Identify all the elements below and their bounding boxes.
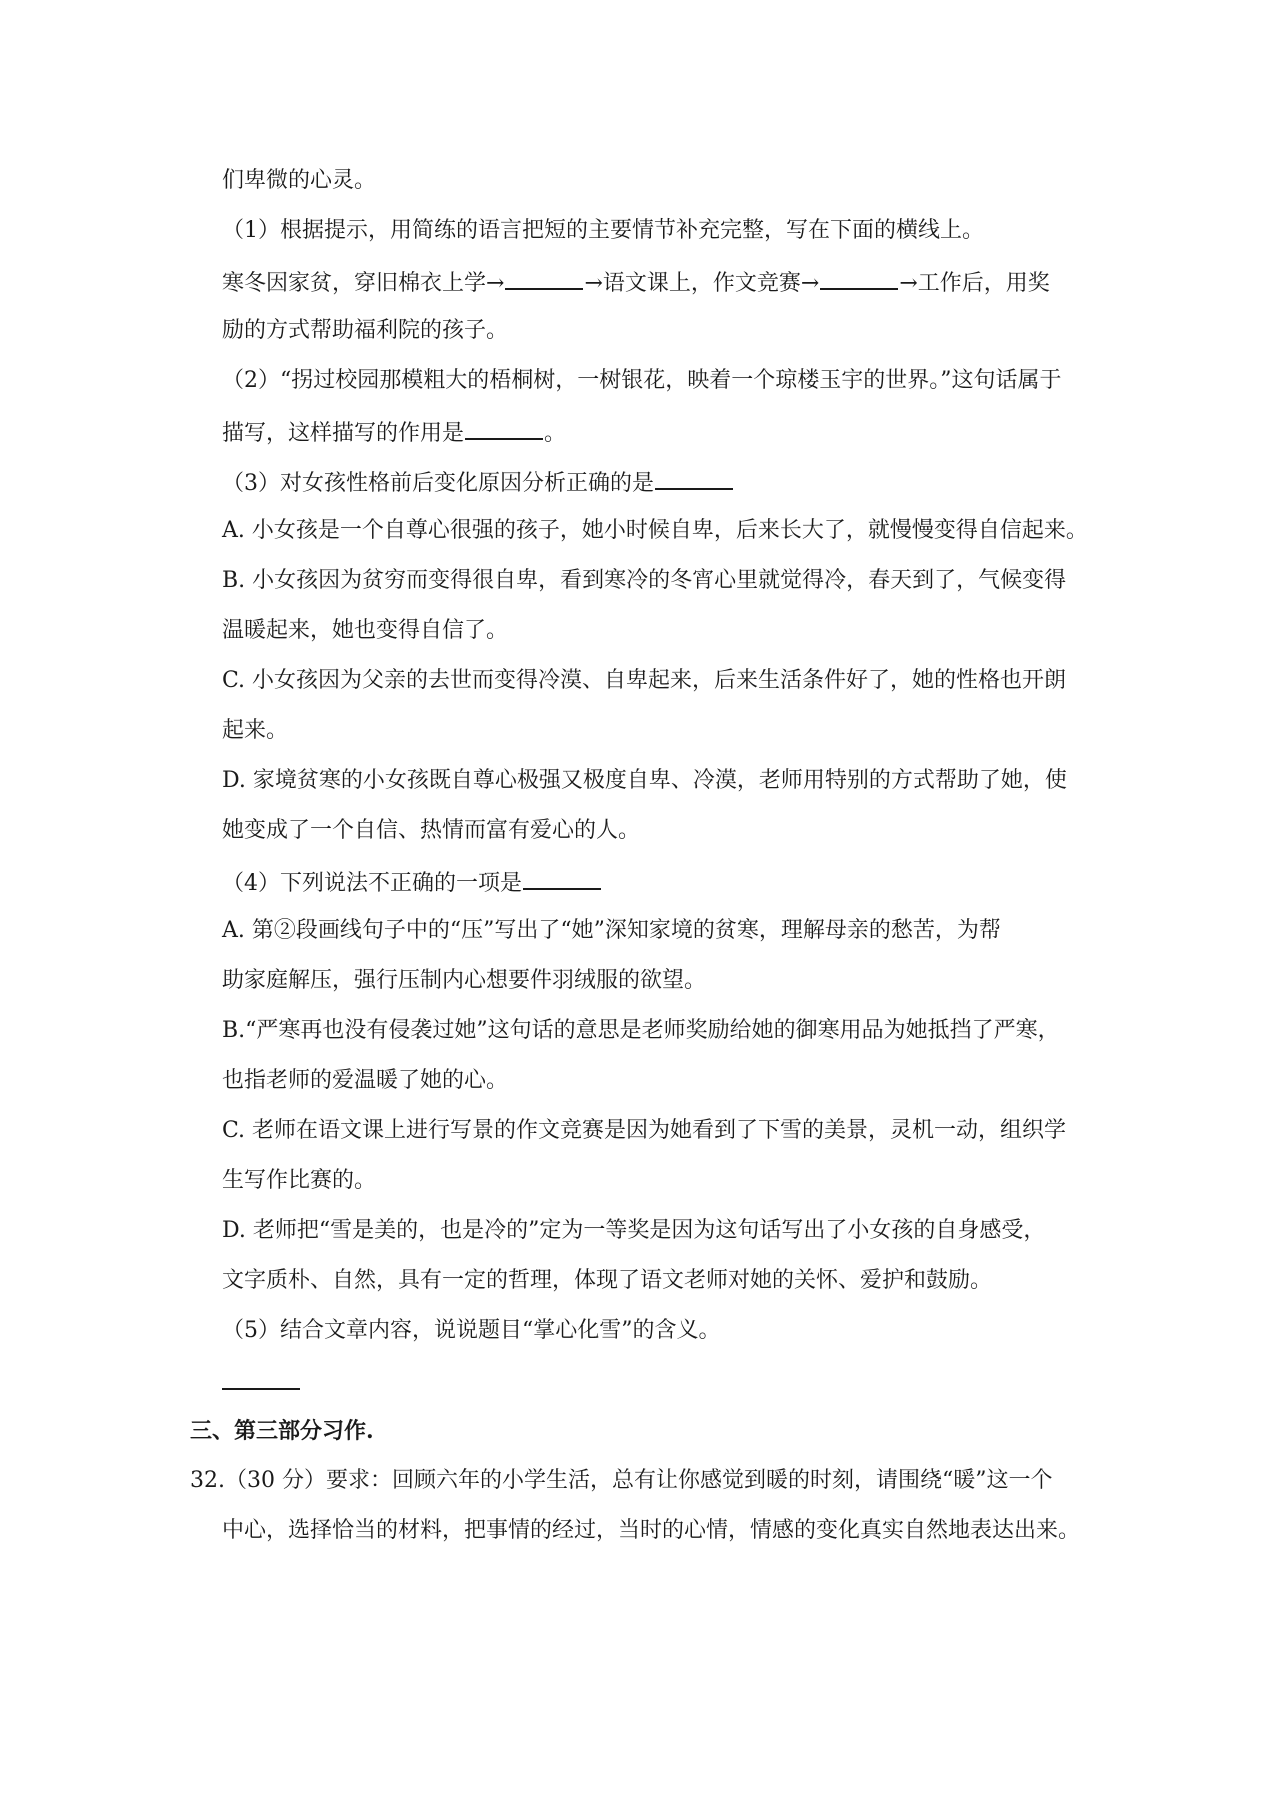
q1-seg2: →语文课上，作文竞赛→ [584,271,820,296]
q1-blank-1[interactable] [505,266,583,290]
q2-line-2 [222,416,566,449]
q3-prompt-line [222,466,734,499]
q2-line-2-end: 。 [544,421,567,446]
q4-option-a-1: A. 第②段画线句子中的“压”写出了“她”深知家境的贫寒，理解母亲的愁苦，为帮 [222,918,1001,943]
q4-option-d-2: 文字质朴、自然，具有一定的哲理，体现了语文老师对她的关怀、爱护和鼓励。 [222,1268,993,1293]
q3-prompt: （3）对女孩性格前后变化原因分析正确的是 [222,471,654,496]
q4-option-a-2: 助家庭解压，强行压制内心想要件羽绒服的欲望。 [222,968,707,993]
q3-blank[interactable] [655,466,733,490]
q3-option-c-1: C. 小女孩因为父亲的去世而变得冷漠、自卑起来，后来生活条件好了，她的性格也开朗 [222,668,1067,693]
q4-option-b-2: 也指老师的爱温暖了她的心。 [222,1068,509,1093]
q3-option-b-1: B. 小女孩因为贫穷而变得很自卑，看到寒冷的冬宵心里就觉得冷，春天到了，气候变得 [222,568,1067,593]
q2-line-2-text: 描写，这样描写的作用是 [222,421,465,446]
q4-option-d-1: D. 老师把“雪是美的，也是冷的”定为一等奖是因为这句话写出了小女孩的自身感受， [222,1218,1046,1243]
q1-blank-2[interactable] [820,266,898,290]
q2-blank[interactable] [465,416,543,440]
q4-option-b-1: B.“严寒再也没有侵袭过她”这句话的意思是老师奖励给她的御寒用品为她抵挡了严寒， [222,1018,1060,1043]
q4-blank[interactable] [523,866,601,890]
q4-option-c-2: 生写作比赛的。 [222,1168,377,1193]
q32-line-2: 中心，选择恰当的材料，把事情的经过，当时的心情，情感的变化真实自然地表达出来。 [222,1518,1081,1543]
q1-plot-line-2: 励的方式帮助福利院的孩子。 [222,318,509,343]
section-3-heading: 三、第三部分习作. [190,1418,374,1444]
q1-seg3: →工作后，用奖 [899,271,1050,296]
q32-line-1: 32.（30 分）要求：回顾六年的小学生活，总有让你感觉到暖的时刻，请围绕“暖”这一个 [190,1468,1053,1493]
q3-option-d-2: 她变成了一个自信、热情而富有爱心的人。 [222,818,641,843]
q1-seg1: 寒冬因家贫，穿旧棉衣上学→ [222,271,505,296]
q4-prompt: （4）下列说法不正确的一项是 [222,871,522,896]
q4-prompt-line [222,866,602,899]
q4-option-c-1: C. 老师在语文课上进行写景的作文竞赛是因为她看到了下雪的美景，灵机一动，组织学 [222,1118,1067,1143]
q5-prompt: （5）结合文章内容，说说题目“掌心化雪”的含义。 [222,1318,721,1343]
q1-plot-line [222,266,1050,299]
q3-option-d-1: D. 家境贫寒的小女孩既自尊心极强又极度自卑、冷漠，老师用特别的方式帮助了她，使 [222,768,1067,793]
q3-option-b-2: 温暖起来，她也变得自信了。 [222,618,509,643]
q3-option-a: A. 小女孩是一个自尊心很强的孩子，她小时候自卑，后来长大了，就慢慢变得自信起来。 [222,518,1088,543]
passage-end-line: 们卑微的心灵。 [222,168,377,193]
q2-line-1: （2）“拐过校园那模粗大的梧桐树，一树银花，映着一个琼楼玉宇的世界。”这句话属于 [222,368,1062,393]
q1-prompt: （1）根据提示，用简练的语言把短的主要情节补充完整，写在下面的横线上。 [222,218,984,243]
q3-option-c-2: 起来。 [222,718,289,743]
q5-answer-blank[interactable] [222,1388,300,1390]
